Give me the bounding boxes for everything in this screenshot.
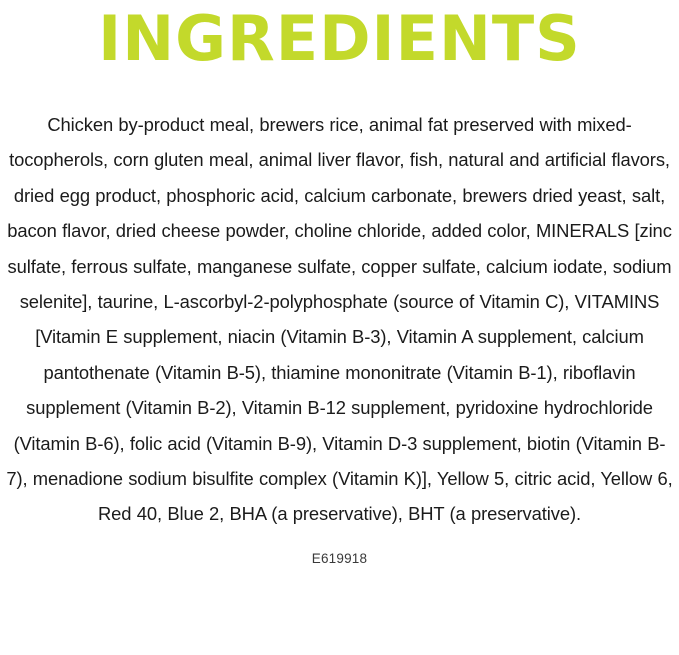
page-title: INGREDIENTS bbox=[98, 2, 581, 75]
lot-code: E619918 bbox=[311, 550, 368, 566]
ingredients-list-text: Chicken by-product meal, brewers rice, animal fat preserved with mixed-tocopherols, corn gluten meal, animal liver flavor, fish, natural and artificial flavors, dried egg product, phosphoric acid, calcium carbonate, brewers dried yeast, salt, bacon flavor, dried cheese powder, choline chloride, added color, MINERALS [zinc sulfate, ferrous sulfate, manganese sulfate, copper sulfate, calcium iodate, sodium selenite], taurine, L-ascorbyl-2-polyphosphate (source of Vitamin C), VITAMINS [Vitamin E supplement, niacin (Vitamin B-3), Vitamin A supplement, calcium pantothenate (Vitamin B-5), thiamine mononitrate (Vitamin B-1), riboflavin supplement (Vitamin B-2), Vitamin B-12 supplement, pyridoxine hydrochloride (Vitamin B-6), folic acid (Vitamin B-9), Vitamin D-3 supplement, biotin (Vitamin B-7), menadione sodium bisulfite complex (Vitamin K)], Yellow 5, citric acid, Yellow 6, Red 40, Blue 2, BHA (a preservative), BHT (a preservative). bbox=[6, 114, 673, 525]
